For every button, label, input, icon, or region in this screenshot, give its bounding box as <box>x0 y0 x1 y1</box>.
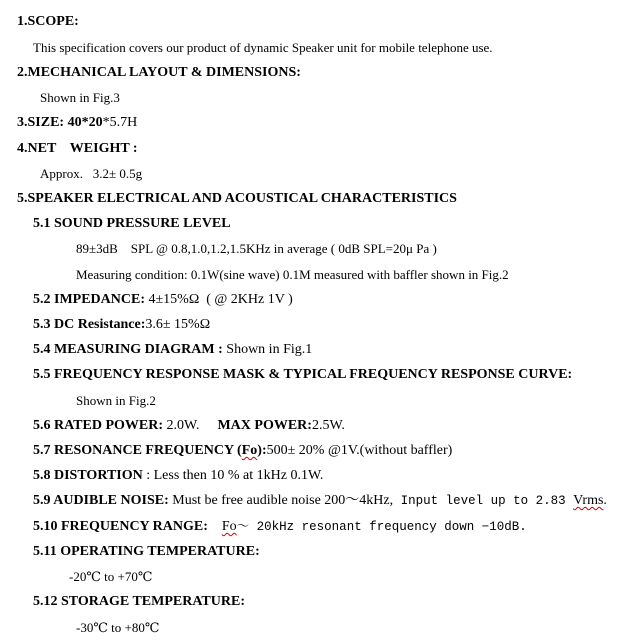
section-5-11-heading: 5.11 OPERATING TEMPERATURE: <box>33 544 260 559</box>
section-5-3-dc-resistance: 5.3 DC Resistance:3.6± 15%Ω <box>33 317 211 332</box>
section-2-body: Shown in Fig.3 <box>40 90 120 105</box>
section-5-2-impedance: 5.2 IMPEDANCE: 4±15%Ω ( @ 2KHz 1V ) <box>33 292 293 307</box>
section-5-4-measuring-diagram: 5.4 MEASURING DIAGRAM : Shown in Fig.1 <box>33 342 313 357</box>
section-4-body: Approx. 3.2± 0.5g <box>40 166 143 181</box>
section-1-body: This specification covers our product of dynamic Speaker unit for mobile telephone use. <box>33 40 493 55</box>
section-5-5-heading: 5.5 FREQUENCY RESPONSE MASK & TYPICAL FREQUENCY RESPONSE CURVE: <box>33 367 573 382</box>
section-5-10-frequency-range: 5.10 FREQUENCY RANGE: Fo～ 20kHz resonant frequency down −10dB. <box>33 519 527 534</box>
section-5-12-heading: 5.12 STORAGE TEMPERATURE: <box>33 594 245 609</box>
section-5-1-line1: 89±3dB SPL @ 0.8,1.0,1.2,1.5KHz in average ( 0dB SPL=20μ Pa ) <box>76 241 437 256</box>
section-5-6-power: 5.6 RATED POWER: 2.0W. MAX POWER:2.5W. <box>33 418 345 433</box>
section-2-heading: 2.MECHANICAL LAYOUT & DIMENSIONS: <box>17 65 301 80</box>
section-1-heading: 1.SCOPE: <box>17 14 79 29</box>
section-5-7-resonance: 5.7 RESONANCE FREQUENCY (Fo):500± 20% @1V.(without baffler) <box>33 443 453 458</box>
section-5-12-body: -30℃ to +80℃ <box>76 620 160 635</box>
section-5-8-distortion: 5.8 DISTORTION : Less then 10 % at 1kHz 0.1W. <box>33 468 324 483</box>
section-5-heading: 5.SPEAKER ELECTRICAL AND ACOUSTICAL CHARACTERISTICS <box>17 191 457 206</box>
section-3-size: 3.SIZE: 40*20*5.7H <box>17 115 138 130</box>
section-5-1-line2: Measuring condition: 0.1W(sine wave) 0.1M measured with baffler shown in Fig.2 <box>76 267 509 282</box>
section-5-11-body: -20℃ to +70℃ <box>69 569 153 584</box>
section-5-5-body: Shown in Fig.2 <box>76 393 156 408</box>
section-5-1-heading: 5.1 SOUND PRESSURE LEVEL <box>33 216 231 231</box>
section-5-9-audible-noise: 5.9 AUDIBLE NOISE: Must be free audible noise 200～4kHz, Input level up to 2.83 Vrms. <box>33 493 607 508</box>
section-4-heading: 4.NET WEIGHT : <box>17 141 138 156</box>
